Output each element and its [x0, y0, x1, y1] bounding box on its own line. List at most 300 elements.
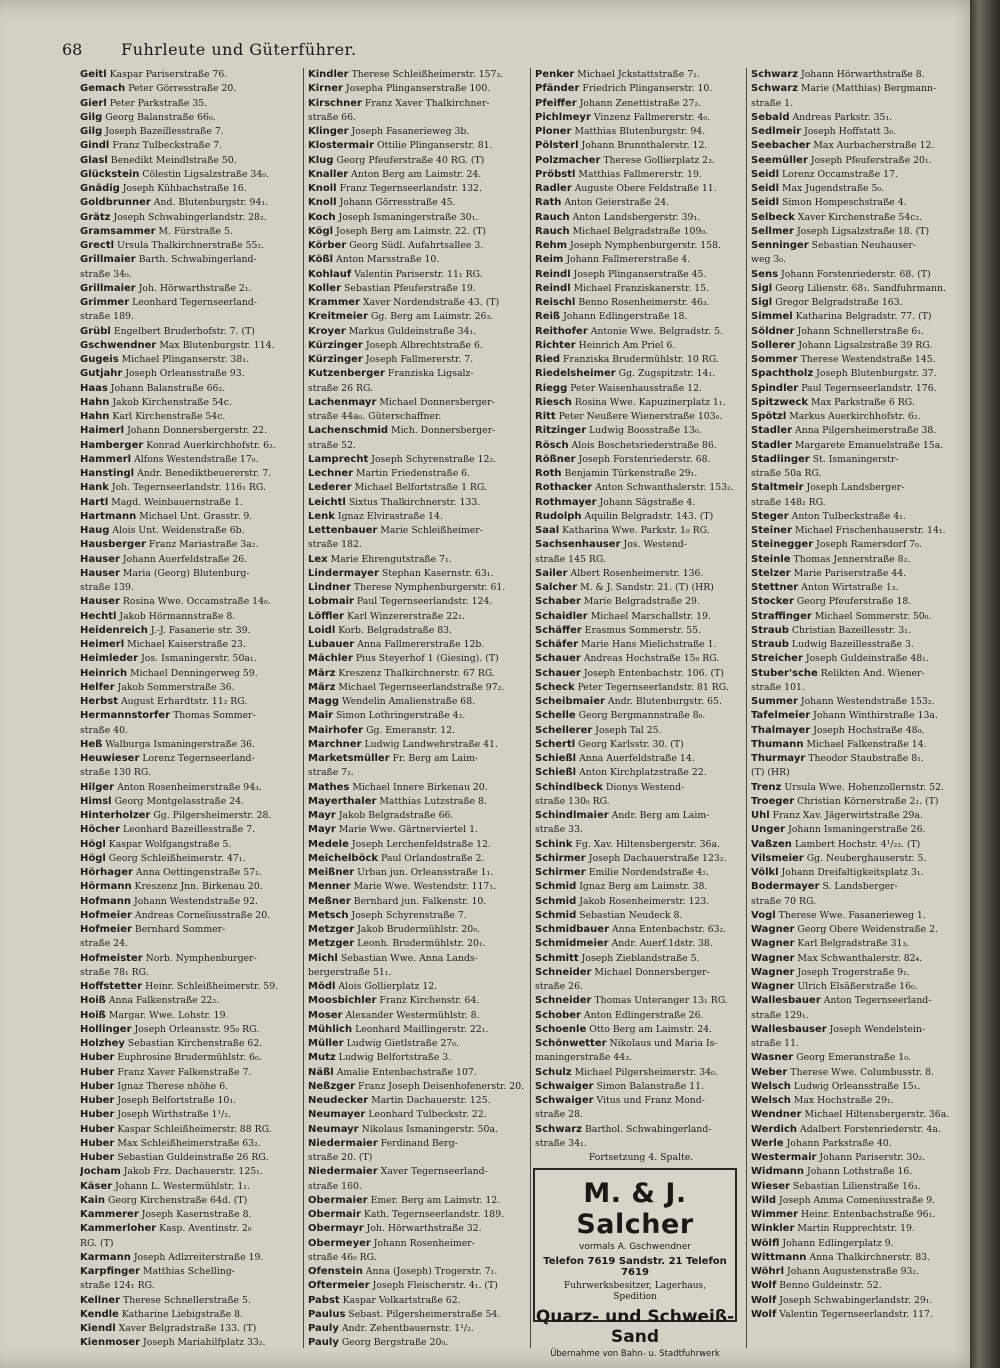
entry-details: straße 101.: [751, 681, 805, 693]
entry-surname: Radler: [535, 183, 572, 194]
entry-surname: Grimmer: [80, 297, 130, 308]
entry-surname: Moser: [308, 1009, 343, 1021]
entry-details: Lorenz Occamstraße 17.: [781, 168, 898, 180]
entry-surname: Hinterholzer: [80, 810, 151, 821]
entry-details: Lambert Hochstr. 4¹/₂₃. (T): [794, 838, 921, 850]
entry-surname: Löffler: [308, 610, 345, 622]
entry-details: Kaspar Volkartstraße 62.: [342, 1294, 461, 1306]
entry-details: Benjamin Türkenstraße 29₁.: [564, 468, 698, 479]
entry-details: Andr. Blutenburgstr. 65.: [607, 696, 722, 707]
directory-entry: [751, 182, 973, 196]
directory-entry: [535, 553, 747, 567]
directory-entry: [535, 595, 747, 609]
entry-details: straße 124₁ RG.: [80, 1280, 155, 1292]
directory-entry: [535, 937, 747, 951]
directory-entry: [535, 1123, 747, 1137]
directory-entry: [535, 467, 747, 481]
directory-entry: [308, 382, 530, 396]
ad-product: Quarz- und Schweiß-Sand: [535, 1307, 735, 1347]
entry-details: straße 34₀.: [80, 268, 132, 280]
entry-surname: Straub: [751, 639, 789, 650]
entry-details: Valentin Tegernseerlandstr. 117.: [779, 1308, 933, 1320]
entry-details: Max Schwanthalerstr. 82₄.: [797, 952, 923, 964]
entry-details: Paul Tegernseerlandstr. 176.: [801, 382, 937, 394]
directory-entry: [80, 239, 300, 253]
entry-details: Amalie Entenbachstraße 107.: [336, 1066, 477, 1078]
entry-surname: Söldner: [751, 325, 795, 337]
directory-entry: [80, 809, 300, 823]
entry-surname: Helfer: [80, 681, 115, 693]
entry-details: Johann Fallmererstraße 4.: [566, 254, 691, 266]
entry-surname: Wölfl: [751, 1237, 780, 1249]
entry-surname: Jocham: [80, 1166, 121, 1178]
entry-surname: Hartmann: [80, 510, 137, 522]
entry-surname: Wolf: [751, 1308, 777, 1320]
directory-entry: [80, 367, 300, 381]
entry-details: Johann Westendstraße 92.: [133, 895, 258, 907]
entry-details: Joseph Orleansstraße 93.: [125, 368, 245, 380]
directory-entry: [751, 937, 973, 951]
ad-description-line-2: Spedition: [613, 1292, 657, 1302]
entry-surname: Schober: [535, 1009, 581, 1021]
entry-surname: Obermayr: [308, 1223, 364, 1235]
directory-entry: [535, 225, 747, 239]
entry-details: St. Ismaningerstr-: [812, 453, 899, 465]
entry-details: Peter Görresstraße 20.: [128, 83, 237, 95]
entry-surname: Hilger: [80, 781, 115, 793]
entry-details: straße 7₂.: [308, 767, 354, 779]
directory-entry: [751, 296, 973, 310]
directory-entry: [535, 567, 747, 581]
entry-details: Michael Sommerstr. 50₀.: [814, 610, 932, 622]
directory-entry: [308, 567, 530, 581]
entry-surname: Herbst: [80, 696, 118, 707]
entry-surname: Mühlich: [308, 1023, 353, 1035]
entry-surname: Schießl: [535, 753, 577, 764]
entry-surname: Hahn: [80, 411, 110, 422]
directory-entry: [535, 339, 747, 353]
entry-surname: Steinegger: [751, 539, 814, 551]
directory-entry: [535, 952, 747, 966]
directory-entry: [80, 424, 300, 438]
entry-details: Heinr. Schleißheimerstr. 59.: [145, 981, 279, 992]
entry-details: Johann Donnersbergerstr. 22.: [127, 425, 268, 437]
entry-surname: Hofmeier: [80, 924, 132, 935]
entry-surname: Schmid: [535, 895, 577, 907]
entry-details: Joseph Fleischerstr. 4₁. (T): [372, 1280, 498, 1292]
entry-surname: Neumayer: [308, 1109, 366, 1121]
entry-details: Johann Augustenstraße 93₂.: [787, 1266, 920, 1277]
entry-surname: Körber: [308, 240, 347, 251]
entry-surname: Obermair: [308, 1209, 361, 1220]
directory-entry: [535, 1094, 747, 1108]
entry-surname: Selbeck: [751, 211, 795, 223]
entry-details: straße 66.: [308, 111, 356, 123]
entry-details: Vinzenz Fallmererstr. 4₀.: [593, 111, 711, 123]
directory-entry: [751, 595, 973, 609]
entry-details: Michael Pilgersheimerstr. 34₀.: [574, 1066, 718, 1078]
directory-entry: [535, 296, 747, 310]
entry-details: Bernhard Sommer-: [134, 924, 226, 935]
directory-column-2: [303, 68, 530, 1348]
entry-details: Leonhard Tulbeckstr. 22.: [368, 1109, 487, 1121]
directory-entry: [751, 339, 973, 353]
entry-details: Auguste Obere Feldstraße 11.: [574, 183, 717, 194]
entry-details: Michael Unt. Grasstr. 9.: [139, 510, 253, 522]
directory-entry: [751, 253, 973, 267]
directory-entry: [751, 481, 973, 495]
entry-surname: Lechner: [308, 468, 354, 479]
directory-entry: [308, 1051, 530, 1065]
entry-surname: Pauly: [308, 1337, 339, 1349]
entry-surname: Seidl: [751, 183, 779, 194]
directory-entry: [80, 909, 300, 923]
entry-details: Pius Steyerhof 1 (Giesing). (T): [355, 653, 499, 665]
directory-entry: [308, 439, 530, 453]
entry-surname: Schirmer: [535, 852, 586, 864]
entry-surname: Sens: [751, 268, 779, 280]
directory-entry: [751, 1222, 973, 1236]
directory-entry: [751, 1151, 973, 1165]
directory-entry: [751, 652, 973, 666]
entry-surname: Schertl: [535, 738, 576, 750]
directory-entry: [308, 966, 530, 980]
entry-surname: Sigl: [751, 297, 773, 308]
entry-surname: Obermaier: [308, 1194, 368, 1206]
entry-surname: Ried: [535, 354, 561, 365]
entry-surname: Schwarz: [535, 1123, 582, 1135]
directory-entry: [751, 211, 973, 225]
entry-details: Kaspar Wolfgangstraße 5.: [108, 838, 232, 850]
entry-surname: Schauer: [535, 667, 581, 679]
entry-details: Max Hochstraße 29₁.: [793, 1095, 894, 1106]
entry-details: Jakob Rosenheimerstr. 123.: [579, 895, 710, 907]
entry-surname: Stelzer: [751, 567, 791, 579]
directory-entry: [80, 567, 300, 581]
entry-surname: Rothmayer: [535, 496, 597, 508]
page-number: 68: [62, 40, 83, 59]
directory-entry: [535, 880, 747, 894]
entry-surname: Sommer: [751, 354, 798, 365]
directory-entry: [751, 396, 973, 410]
directory-entry: [751, 1037, 973, 1051]
directory-entry: [80, 1180, 300, 1194]
entry-surname: Roth: [535, 468, 562, 479]
entry-surname: Reischl: [535, 297, 576, 308]
directory-entry: [80, 795, 300, 809]
entry-details: Thomas Sommer-: [173, 710, 256, 722]
ad-description-line-1: Fuhrwerksbesitzer, Lagerhaus,: [563, 1281, 707, 1291]
entry-surname: Heimerl: [80, 639, 125, 650]
directory-entry: [751, 766, 973, 780]
entry-details: Alexander Westermühlstr. 8.: [345, 1009, 480, 1021]
directory-entry: [751, 424, 973, 438]
entry-details: Katharina Wwe. Parkstr. 1₀ RG.: [562, 525, 710, 536]
entry-surname: Steger: [751, 510, 789, 522]
directory-entry: [535, 895, 747, 909]
entry-surname: Ofenstein: [308, 1266, 363, 1277]
directory-entry: [308, 154, 530, 168]
directory-entry: [80, 752, 300, 766]
entry-details: Joseph Plinganserstraße 45.: [573, 268, 707, 280]
entry-details: Georg Lilienstr. 68₁. Sandfuhrmann.: [775, 282, 946, 294]
entry-details: Ludwig Belfortstraße 3.: [338, 1052, 452, 1064]
entry-surname: Wallesbauer: [751, 995, 821, 1007]
entry-surname: Rath: [535, 197, 562, 209]
entry-details: Franz Kirchenstr. 64.: [379, 995, 480, 1007]
entry-details: Karl Belgradstraße 31₃.: [797, 938, 910, 950]
entry-surname: Schießl: [535, 767, 577, 779]
directory-entry: [80, 1279, 300, 1293]
entry-surname: Karmann: [80, 1251, 131, 1263]
entry-surname: Riesch: [535, 396, 572, 408]
entry-surname: Rauch: [535, 211, 570, 223]
entry-surname: Klug: [308, 154, 334, 166]
entry-details: Sebastian Guldeinstraße 26 RG.: [117, 1152, 269, 1163]
entry-surname: Pfeiffer: [535, 97, 577, 109]
entry-details: Joseph Guldeinstraße 48₁.: [805, 653, 929, 665]
entry-details: Sebastian Pfeuferstraße 19.: [343, 282, 476, 294]
directory-entry: [751, 923, 973, 937]
entry-details: Georg Montgelasstraße 24.: [114, 795, 244, 807]
entry-details: Peter Neußere Wienerstraße 103₀.: [558, 411, 723, 422]
directory-entry: [308, 97, 530, 111]
directory-entry: [535, 282, 747, 296]
entry-details: S. Landsberger-: [822, 881, 898, 893]
directory-entry: [535, 610, 747, 624]
directory-entry: [308, 681, 530, 695]
entry-surname: Gilg: [80, 126, 103, 137]
directory-entry: [308, 168, 530, 182]
entry-details: Michael Belfortstraße 1 RG.: [354, 482, 487, 494]
directory-entry: [535, 97, 747, 111]
entry-details: Georg Bergmannstraße 8₀.: [578, 710, 706, 722]
entry-surname: Wild: [751, 1194, 777, 1206]
directory-entry: [80, 966, 300, 980]
entry-surname: Schoenle: [535, 1023, 587, 1035]
entry-details: Johann Westendstraße 153₂.: [800, 696, 935, 707]
entry-details: Michael Falkenstraße 14.: [806, 738, 927, 750]
entry-surname: Neßzger: [308, 1080, 356, 1092]
entry-details: Johann Balanstraße 66₂.: [110, 382, 226, 394]
entry-surname: Schönwetter: [535, 1038, 607, 1049]
directory-entry: [751, 382, 973, 396]
entry-details: Johann Ligsalzstraße 39 RG.: [798, 339, 933, 351]
entry-surname: Stocker: [751, 596, 794, 608]
entry-surname: Mayr: [308, 824, 336, 836]
directory-entry: [535, 182, 747, 196]
entry-details: Lorenz Tegernseerland-: [142, 753, 255, 764]
directory-entry: [535, 681, 747, 695]
directory-entry: [535, 168, 747, 182]
entry-details: Norb. Nymphenburger-: [145, 952, 257, 964]
entry-surname: Seidl: [751, 197, 779, 209]
directory-entry: [751, 724, 973, 738]
entry-details: Martin Friedenstraße 6.: [356, 468, 471, 479]
directory-entry: [751, 795, 973, 809]
directory-entry: [308, 1322, 530, 1336]
entry-surname: Summer: [751, 696, 798, 707]
entry-details: Georg Obere Weidenstraße 2.: [797, 924, 938, 935]
entry-surname: Rösch: [535, 439, 569, 451]
entry-surname: Hofmeier: [80, 909, 132, 921]
entry-details: Anna Thalkirchnerstr. 83.: [809, 1251, 931, 1263]
directory-entry: [308, 994, 530, 1008]
entry-details: Joseph Schyrenstraße 12₂.: [371, 453, 497, 465]
directory-entry: [80, 766, 300, 780]
entry-surname: Schmidmeier: [535, 938, 609, 950]
entry-details: Georg Karlsstr. 30. (T): [578, 738, 684, 750]
directory-entry: [751, 880, 973, 894]
entry-surname: Schaber: [535, 596, 581, 608]
entry-details: Ludwig Boosstraße 13₀.: [589, 425, 702, 437]
entry-details: Benno Rosenheimerstr. 46₃.: [578, 297, 710, 308]
entry-details: Joseph Blutenburgstr. 37.: [816, 368, 937, 380]
directory-entry: [308, 1009, 530, 1023]
entry-surname: Schindlmaier: [535, 810, 609, 821]
entry-details: Therese Schleißheimerstr. 157₃.: [351, 69, 504, 80]
directory-entry: [751, 809, 973, 823]
entry-details: Leonhard Maillingerstr. 22₁.: [355, 1023, 489, 1035]
directory-entry: [751, 966, 973, 980]
directory-entry: [308, 724, 530, 738]
directory-entry: [751, 838, 973, 852]
entry-details: straße 44a₀. Güterschaffner.: [308, 411, 442, 422]
entry-details: Martin Dachauerstr. 125.: [371, 1095, 491, 1106]
directory-entry: [308, 652, 530, 666]
entry-details: Joseph Berg am Laimstr. 22. (T): [336, 225, 487, 237]
entry-surname: Glasl: [80, 154, 108, 166]
entry-surname: Schäffer: [535, 624, 582, 636]
directory-entry: [535, 823, 747, 837]
entry-surname: Werdich: [751, 1123, 798, 1135]
entry-details: Margar. Wwe. Lohstr. 19.: [108, 1009, 229, 1021]
entry-details: Adalbert Forstenriederstr. 4a.: [800, 1123, 941, 1135]
entry-surname: Magg: [308, 696, 340, 707]
entry-surname: Huber: [80, 1137, 115, 1149]
entry-surname: Riedelsheimer: [535, 368, 616, 380]
entry-details: Alois Unt. Weidenstraße 6b.: [112, 525, 245, 536]
entry-surname: Gilg: [80, 111, 103, 123]
entry-surname: Tafelmeier: [751, 710, 811, 722]
entry-surname: Schmid: [535, 909, 577, 921]
entry-surname: Reindl: [535, 282, 571, 294]
directory-entry: [308, 624, 530, 638]
entry-surname: Gindl: [80, 140, 110, 152]
entry-surname: Riegg: [535, 382, 568, 394]
entry-details: Joseph Albrechtstraße 6.: [365, 339, 483, 351]
entry-surname: Haug: [80, 525, 110, 536]
entry-surname: Stadler: [751, 425, 793, 437]
entry-surname: Näßl: [308, 1066, 334, 1078]
directory-entry: [751, 139, 973, 153]
entry-details: straße 46₀ RG.: [308, 1251, 377, 1263]
entry-details: Sebastian Neudeck 8.: [579, 909, 683, 921]
entry-details: Kath. Tegernseerlandstr. 189.: [363, 1209, 505, 1220]
entry-surname: Straffinger: [751, 610, 812, 622]
directory-entry: [80, 496, 300, 510]
entry-details: August Erhardtstr. 11₂ RG.: [120, 696, 248, 707]
ad-former-name: vormals A. Gschwendner: [579, 1242, 691, 1252]
entry-details: Marie Ehrengutstraße 7₁.: [330, 553, 452, 565]
directory-entry: [535, 866, 747, 880]
entry-details: Johann Rosenheimer-: [373, 1237, 475, 1249]
directory-entry: [535, 1023, 747, 1037]
entry-details: Franz Mariastraße 3a₂.: [148, 539, 259, 551]
entry-surname: Winkler: [751, 1223, 795, 1235]
entry-surname: Scheibmaier: [535, 696, 605, 707]
entry-surname: Spachtholz: [751, 368, 814, 380]
entry-details: Therese Gollierplatz 2₃.: [603, 154, 715, 166]
continuation-note: [535, 1151, 747, 1165]
entry-details: Euphrosine Brudermühlstr. 6₀.: [117, 1052, 262, 1064]
directory-entry: [751, 325, 973, 339]
entry-details: Jakob Brudermühlstr. 20₀.: [357, 924, 480, 935]
entry-details: Simon Balanstraße 11.: [596, 1080, 705, 1092]
entry-details: Johann Zenettistraße 27₂.: [579, 97, 702, 109]
entry-surname: Michl: [308, 952, 338, 964]
directory-entry: [535, 1137, 747, 1151]
directory-entry: [308, 1194, 530, 1208]
directory-entry: [535, 1066, 747, 1080]
entry-details: Joseph Schwabingerlandstr. 29₁.: [779, 1294, 933, 1306]
entry-details: Martin Rupprechtstr. 19.: [797, 1223, 915, 1235]
directory-entry: [308, 581, 530, 595]
entry-details: Ursula Wwe. Hohenzollernstr. 52.: [784, 781, 944, 793]
entry-details: Georg Schleißheimerstr. 47₁.: [108, 852, 246, 864]
directory-entry: [80, 553, 300, 567]
directory-entry: [535, 453, 747, 467]
directory-entry: [308, 781, 530, 795]
entry-surname: Meßner: [308, 895, 351, 907]
directory-entry: [751, 1279, 973, 1293]
directory-entry: [80, 125, 300, 139]
entry-surname: Wimmer: [751, 1209, 799, 1220]
entry-details: Therese Wwe. Columbusstr. 8.: [790, 1066, 934, 1078]
entry-surname: Straub: [751, 624, 789, 636]
directory-entry: [80, 866, 300, 880]
entry-surname: Schellerer: [535, 724, 593, 736]
directory-entry: [308, 467, 530, 481]
entry-surname: Schauer: [535, 653, 581, 665]
entry-details: Marie Belgradstraße 29.: [583, 596, 700, 608]
directory-entry: [535, 766, 747, 780]
entry-surname: Kellner: [80, 1294, 121, 1306]
directory-entry: [751, 82, 973, 96]
entry-surname: Haas: [80, 382, 108, 394]
entry-surname: Klostermair: [308, 140, 375, 152]
entry-details: Engelbert Bruderhofstr. 7. (T): [113, 325, 255, 337]
directory-entry: [80, 823, 300, 837]
directory-entry: [535, 424, 747, 438]
entry-surname: Mödl: [308, 981, 336, 992]
directory-entry: [751, 1308, 973, 1322]
directory-entry: [751, 638, 973, 652]
entry-surname: Wasner: [751, 1052, 794, 1064]
entry-surname: Gschwendner: [80, 339, 157, 351]
directory-entry: [308, 424, 530, 438]
directory-entry: [751, 125, 973, 139]
directory-entry: [535, 1037, 747, 1051]
entry-details: Jos. Westend-: [623, 539, 687, 551]
entry-details: Andr. Berg am Laim-: [611, 810, 710, 821]
entry-surname: Trenz: [751, 781, 782, 793]
directory-entry: [751, 168, 973, 182]
directory-entry: [80, 838, 300, 852]
entry-surname: Grectl: [80, 240, 115, 251]
entry-details: Anton Wirtstraße 1₃.: [801, 582, 899, 593]
directory-entry: [751, 823, 973, 837]
